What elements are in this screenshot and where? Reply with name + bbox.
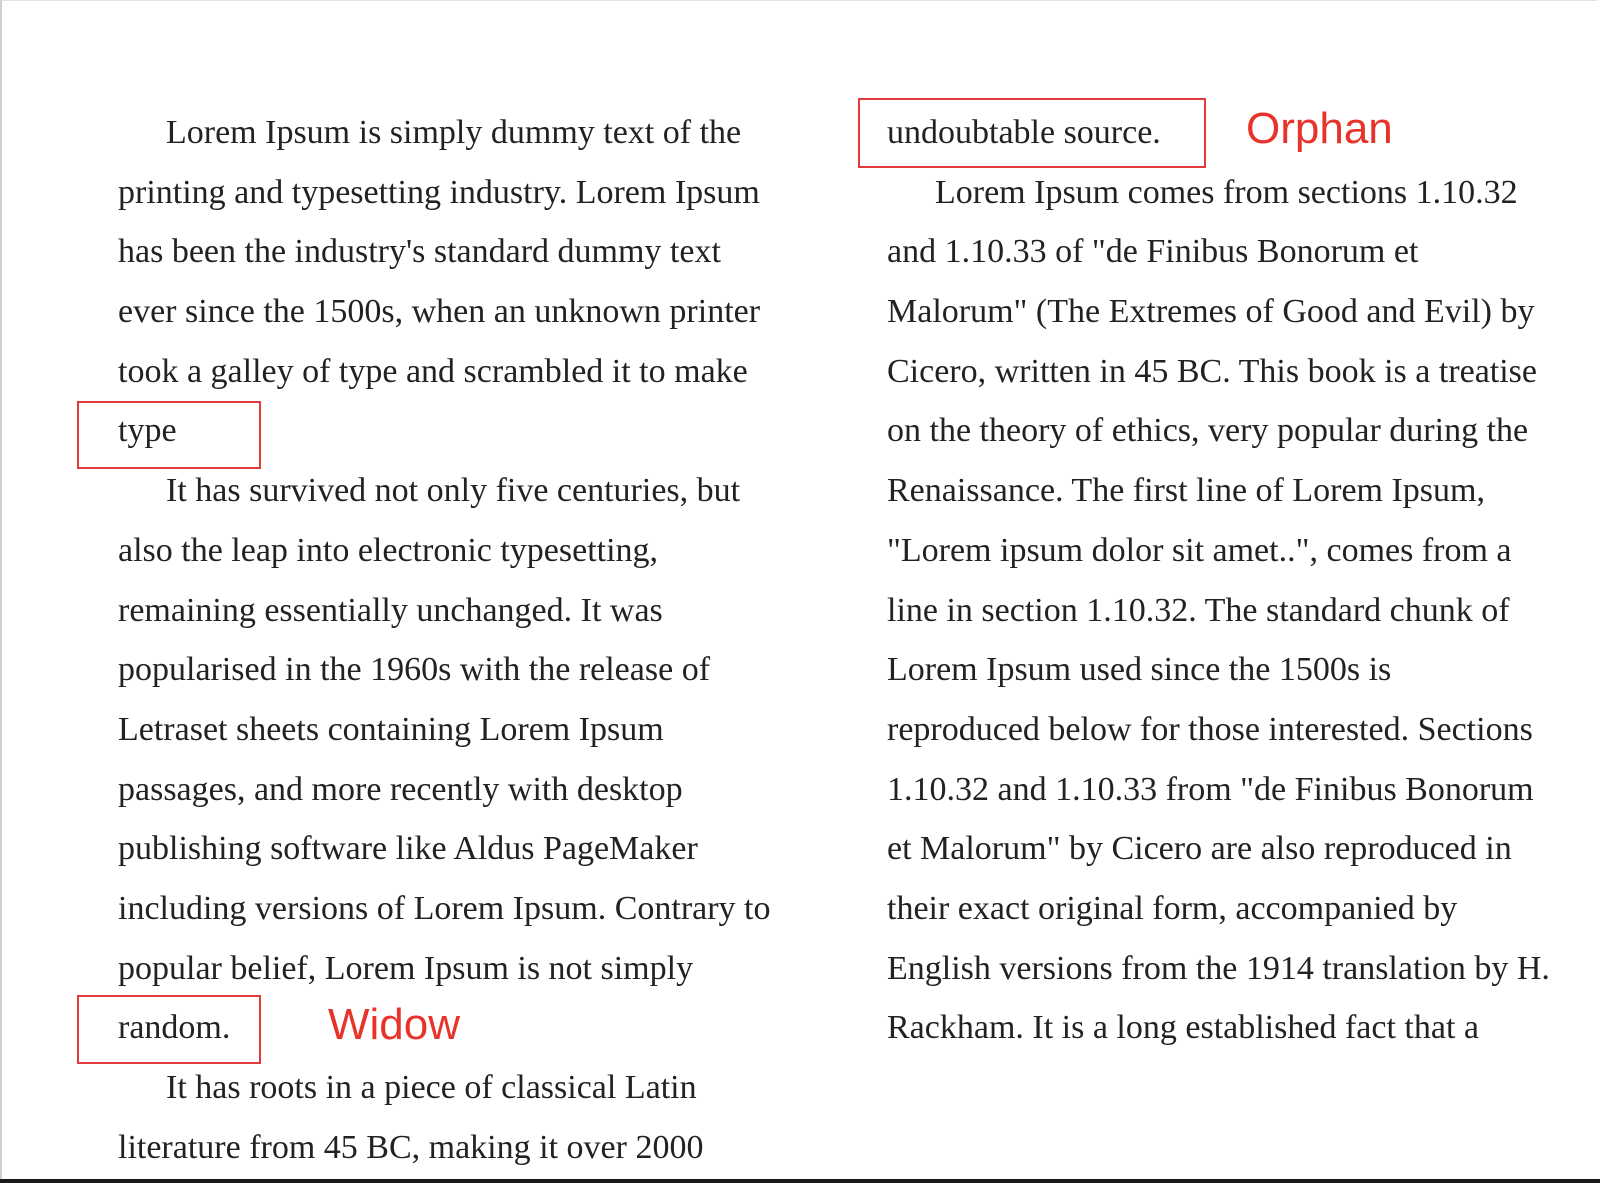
text-line: line in section 1.10.32. The standard chunk of bbox=[887, 591, 1510, 629]
text-line: popular belief, Lorem Ipsum is not simply bbox=[118, 949, 694, 987]
text-line: Letraset sheets containing Lorem Ipsum bbox=[118, 710, 664, 748]
text-line: on the theory of ethics, very popular during the bbox=[887, 412, 1529, 450]
orphan-line: undoubtable source. bbox=[887, 114, 1161, 151]
text-line: Malorum" (The Extremes of Good and Evil) by bbox=[887, 293, 1535, 331]
text-line: "Lorem ipsum dolor sit amet..", comes from a bbox=[887, 531, 1512, 569]
text-line: has been the industry's standard dummy text bbox=[118, 233, 721, 271]
text-line: Lorem Ipsum used since the 1500s is bbox=[887, 651, 1392, 689]
bottom-edge bbox=[0, 1179, 1600, 1183]
text-line: also the leap into electronic typesetting, bbox=[118, 531, 659, 569]
text-line: reproduced below for those interested. Sections bbox=[887, 710, 1533, 748]
text-line: and 1.10.33 of "de Finibus Bonorum et bbox=[887, 233, 1419, 271]
text-line: Rackham. It is a long established fact that a bbox=[887, 1009, 1479, 1047]
type-highlight-box bbox=[77, 401, 261, 469]
widow-highlight-box bbox=[77, 995, 261, 1064]
widow-label: Widow bbox=[328, 1000, 461, 1049]
text-line: publishing software like Aldus PageMaker bbox=[118, 830, 698, 868]
text-line: passages, and more recently with desktop bbox=[118, 770, 683, 808]
orphan-type-line: type bbox=[118, 412, 177, 450]
text-line: popularised in the 1960s with the release of bbox=[118, 651, 711, 689]
text-line: It has roots in a piece of classical Latin bbox=[166, 1069, 697, 1106]
text-line: their exact original form, accompanied by bbox=[887, 889, 1458, 927]
text-line: literature from 45 BC, making it over 2000 bbox=[118, 1128, 704, 1166]
text-line: remaining essentially unchanged. It was bbox=[118, 591, 663, 629]
text-line: printing and typesetting industry. Lorem Ipsum bbox=[118, 173, 760, 211]
orphan-label: Orphan bbox=[1246, 104, 1393, 153]
text-line: Lorem Ipsum comes from sections 1.10.32 bbox=[935, 173, 1518, 211]
text-line: including versions of Lorem Ipsum. Contrary to bbox=[118, 889, 771, 927]
text-line: English versions from the 1914 translation by H. bbox=[887, 949, 1550, 987]
orphan-highlight-box bbox=[858, 98, 1206, 168]
text-line: took a galley of type and scrambled it to make bbox=[118, 352, 748, 390]
text-line: Lorem Ipsum is simply dummy text of the bbox=[166, 114, 742, 151]
widow-line: random. bbox=[118, 1009, 231, 1047]
right-column bbox=[887, 103, 1550, 1058]
text-line: et Malorum" by Cicero are also reproduced in bbox=[887, 830, 1512, 868]
text-line: Renaissance. The first line of Lorem Ipsum, bbox=[887, 472, 1485, 510]
text-line: It has survived not only five centuries, but bbox=[166, 472, 741, 510]
text-line: 1.10.32 and 1.10.33 from "de Finibus Bonorum bbox=[887, 770, 1534, 808]
text-line: ever since the 1500s, when an unknown printer bbox=[118, 293, 761, 331]
text-line: Cicero, written in 45 BC. This book is a treatise bbox=[887, 352, 1538, 390]
